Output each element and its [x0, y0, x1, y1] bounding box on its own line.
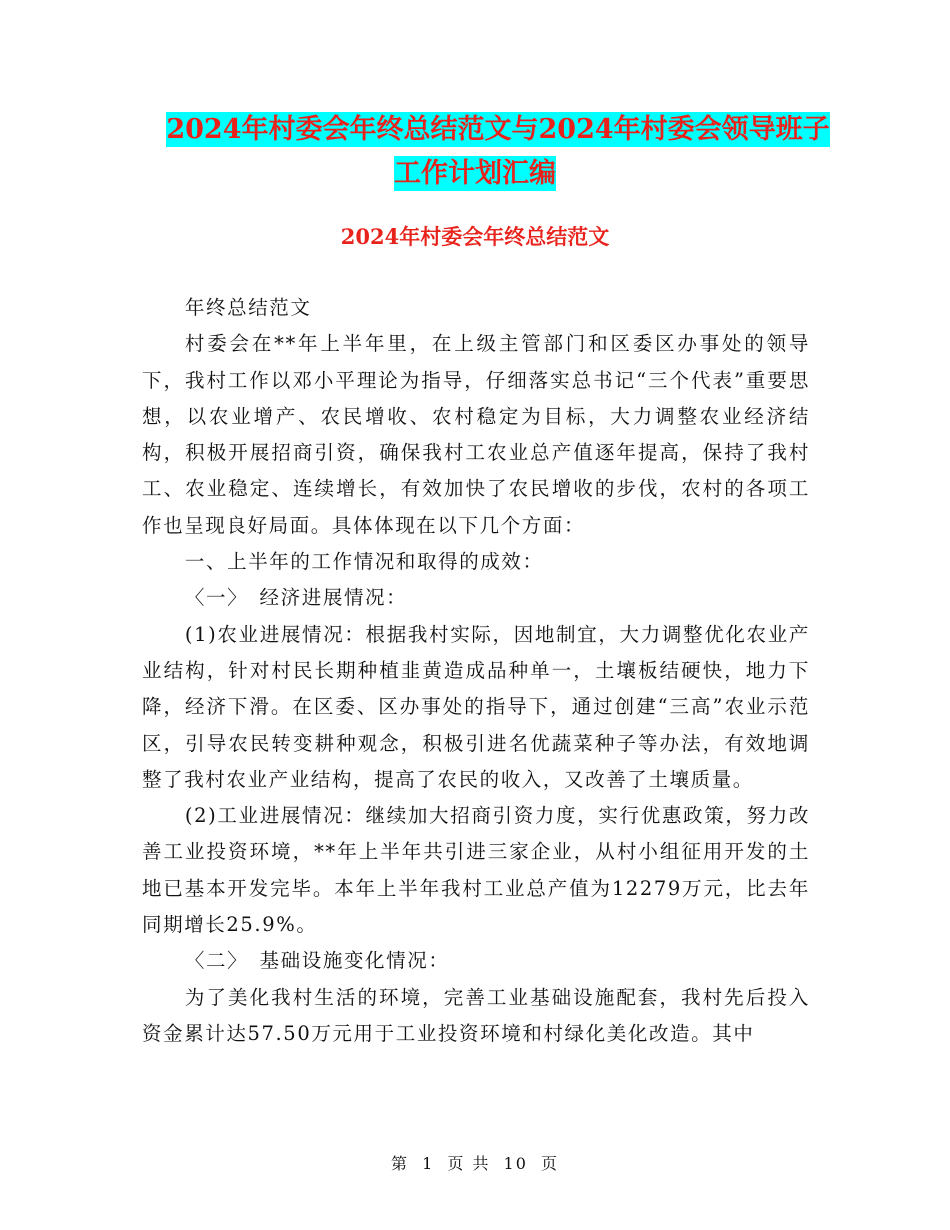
paragraph-industry: (2)工业进展情况：继续加大招商引资力度，实行优惠政策，努力改善工业投资环境，**年上半年共引进三家企业，从村小组征用开发的土地已基本开发完毕。本年上半年我村工业总产值为12279万元，比去年同期增长25.9%。 [142, 804, 810, 937]
footer-total-pages: 10 [503, 1154, 528, 1173]
page-footer [0, 1152, 950, 1176]
paragraph-heading: 年终总结范文 [184, 296, 312, 319]
paragraph-intro: 村委会在**年上半年里，在上级主管部门和区委区办事处的领导下，我村工作以邓小平理论为指导，仔细落实总书记“三个代表”重要思想，以农业增产、农民增收、农村稳定为目标，大力调整农业经济结构，积极开展招商引资，确保我村工农业总产值逐年提高，保持了我村工、农业稳定、连续增长，有效加快了农民增收的步伐，农村的各项工作也呈现良好局面。具体体现在以下几个方面： [142, 332, 810, 537]
paragraph-section-one: 一、上半年的工作情况和取得的成效： [184, 550, 544, 574]
footer-prefix: 第 [390, 1154, 409, 1173]
title-highlight-1: 2024年村委会年终总结范文与2024年村委会领导班子 [166, 114, 830, 145]
paragraph-subsection-infrastructure: 〈二〉 基础设施变化情况： [184, 949, 450, 973]
footer-middle: 页 共 [447, 1154, 491, 1173]
document-body [142, 290, 810, 1052]
footer-suffix: 页 [541, 1154, 560, 1173]
document-title-line-1 [0, 108, 950, 152]
document-title-line-2 [0, 152, 950, 196]
paragraph-subsection-economy: 〈一〉 经济进展情况： [184, 586, 408, 610]
paragraph-agriculture: (1)农业进展情况：根据我村实际，因地制宜，大力调整优化农业产业结构，针对村民长期种植韭黄造成品种单一，土壤板结硬快，地力下降，经济下滑。在区委、区办事处的指导下，通过创建“三高”农业示范区，引导农民转变耕种观念，积极引进名优蔬菜种子等办法，有效地调整了我村农业产业结构，提高了农民的收入，又改善了土壤质量。 [142, 622, 810, 791]
title-highlight-2: 工作计划汇编 [394, 158, 556, 189]
paragraph-infrastructure: 为了美化我村生活的环境，完善工业基础设施配套，我村先后投入资金累计达57.50万元用于工业投资环境和村绿化美化改造。其中 [142, 985, 810, 1045]
footer-page-number: 1 [422, 1154, 435, 1173]
section-title: 2024年村委会年终总结范文 [340, 224, 610, 249]
